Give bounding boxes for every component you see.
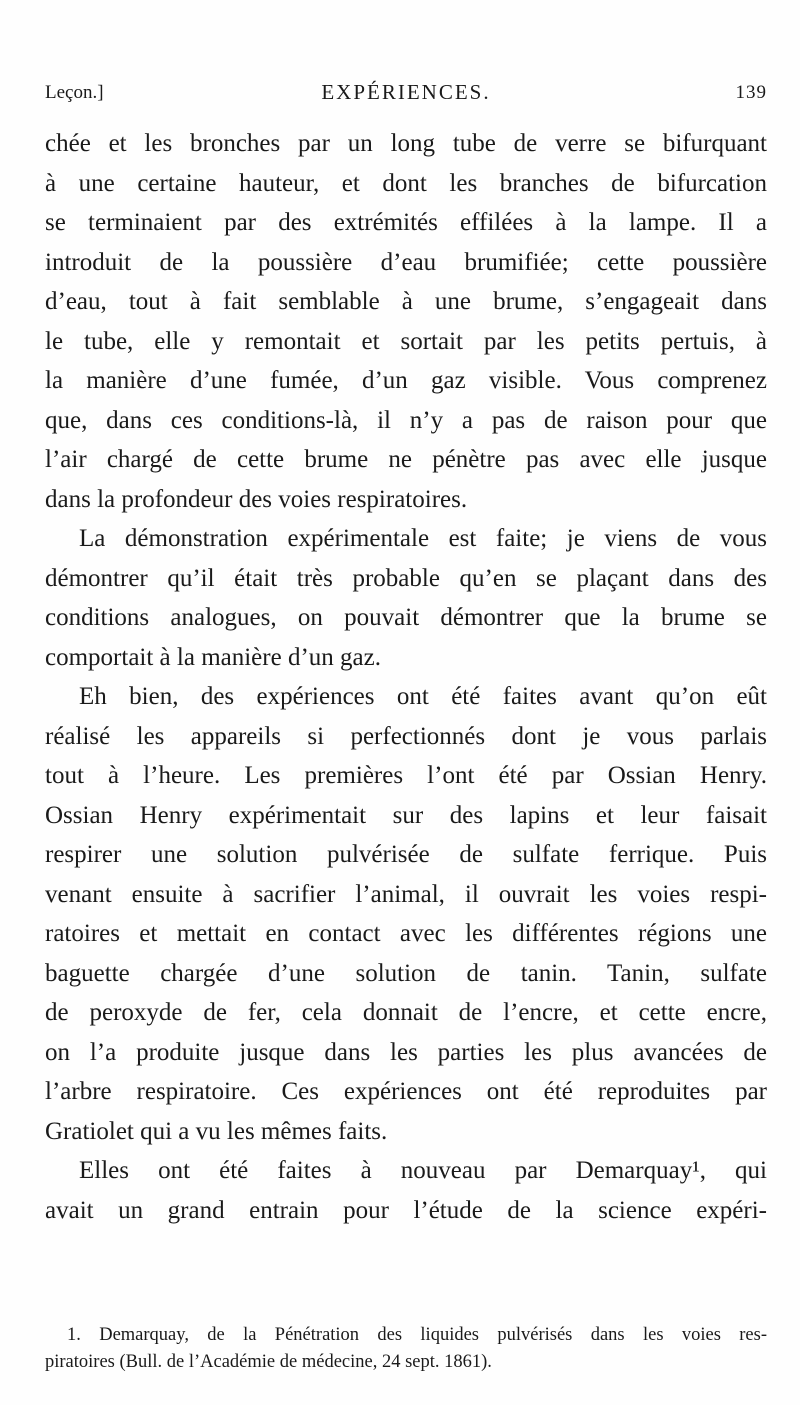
text-line: baguette chargée d’une solution de tanin. Tanin, sulfate: [45, 959, 767, 987]
text-line: avait un grand entrain pour l’étude de la science expéri-: [45, 1196, 767, 1224]
text-line: La démonstration expérimentale est faite; je viens de vous: [79, 525, 767, 552]
text-line: démontrer qu’il était très probable qu’en se plaçant dans des: [45, 564, 767, 592]
text-line: venant ensuite à sacrifier l’animal, il ouvrait les voies respi-: [45, 880, 767, 908]
footnote-line: piratoires (Bull. de l’Académie de médecine, 24 sept. 1861).: [45, 1352, 492, 1372]
text-line: se terminaient par des extrémités effilées à la lampe. Il a: [45, 209, 767, 236]
header-title: EXPÉRIENCES.: [321, 80, 491, 104]
text-line: on l’a produite jusque dans les parties les plus avancées de: [45, 1038, 767, 1066]
text-line: introduit de la poussière d’eau brumifiée; cette poussière: [45, 248, 767, 276]
text-line: conditions analogues, on pouvait démontrer que la brume se: [45, 604, 767, 631]
running-header: [45, 80, 767, 112]
text-line: l’arbre respiratoire. Ces expériences ont été reproduites par: [45, 1078, 767, 1105]
text-line: l’air chargé de cette brume ne pénètre pas avec elle jusque: [45, 446, 767, 473]
text-line: dans la profondeur des voies respiratoires.: [45, 485, 468, 513]
footnote: [45, 1322, 767, 1376]
header-section: Leçon.]: [45, 82, 104, 103]
text-line: la manière d’une fumée, d’un gaz visible. Vous comprenez: [45, 367, 767, 394]
text-line: Eh bien, des expériences ont été faites avant qu’on eût: [79, 683, 767, 710]
text-line: d’eau, tout à fait semblable à une brume, s’engageait dans: [45, 288, 767, 315]
text-line: Ossian Henry expérimentait sur des lapins et leur faisait: [45, 801, 767, 829]
text-line: comportait à la manière d’un gaz.: [45, 643, 381, 671]
text-line: ratoires et mettait en contact avec les différentes régions une: [45, 920, 767, 947]
text-line: tout à l’heure. Les premières l’ont été par Ossian Henry.: [45, 762, 767, 789]
text-line: Gratiolet qui a vu les mêmes faits.: [45, 1117, 388, 1145]
text-line: Elles ont été faites à nouveau par Demarquay¹, qui: [79, 1157, 767, 1184]
body-text: [45, 124, 767, 1230]
text-line: à une certaine hauteur, et dont les branches de bifurcation: [45, 169, 767, 197]
text-line: de peroxyde de fer, cela donnait de l’encre, et cette encre,: [45, 999, 767, 1026]
text-line: le tube, elle y remontait et sortait par les petits pertuis, à: [45, 327, 767, 355]
text-line: réalisé les appareils si perfectionnés dont je vous parlais: [45, 722, 767, 750]
page-number: 139: [735, 82, 767, 103]
text-line: respirer une solution pulvérisée de sulfate ferrique. Puis: [45, 841, 767, 868]
text-line: chée et les bronches par un long tube de verre se bifurquant: [45, 130, 767, 157]
footnote-line: 1. Demarquay, de la Pénétration des liquides pulvérisés dans les voies res-: [67, 1325, 767, 1345]
text-line: que, dans ces conditions-là, il n’y a pas de raison pour que: [45, 406, 767, 434]
